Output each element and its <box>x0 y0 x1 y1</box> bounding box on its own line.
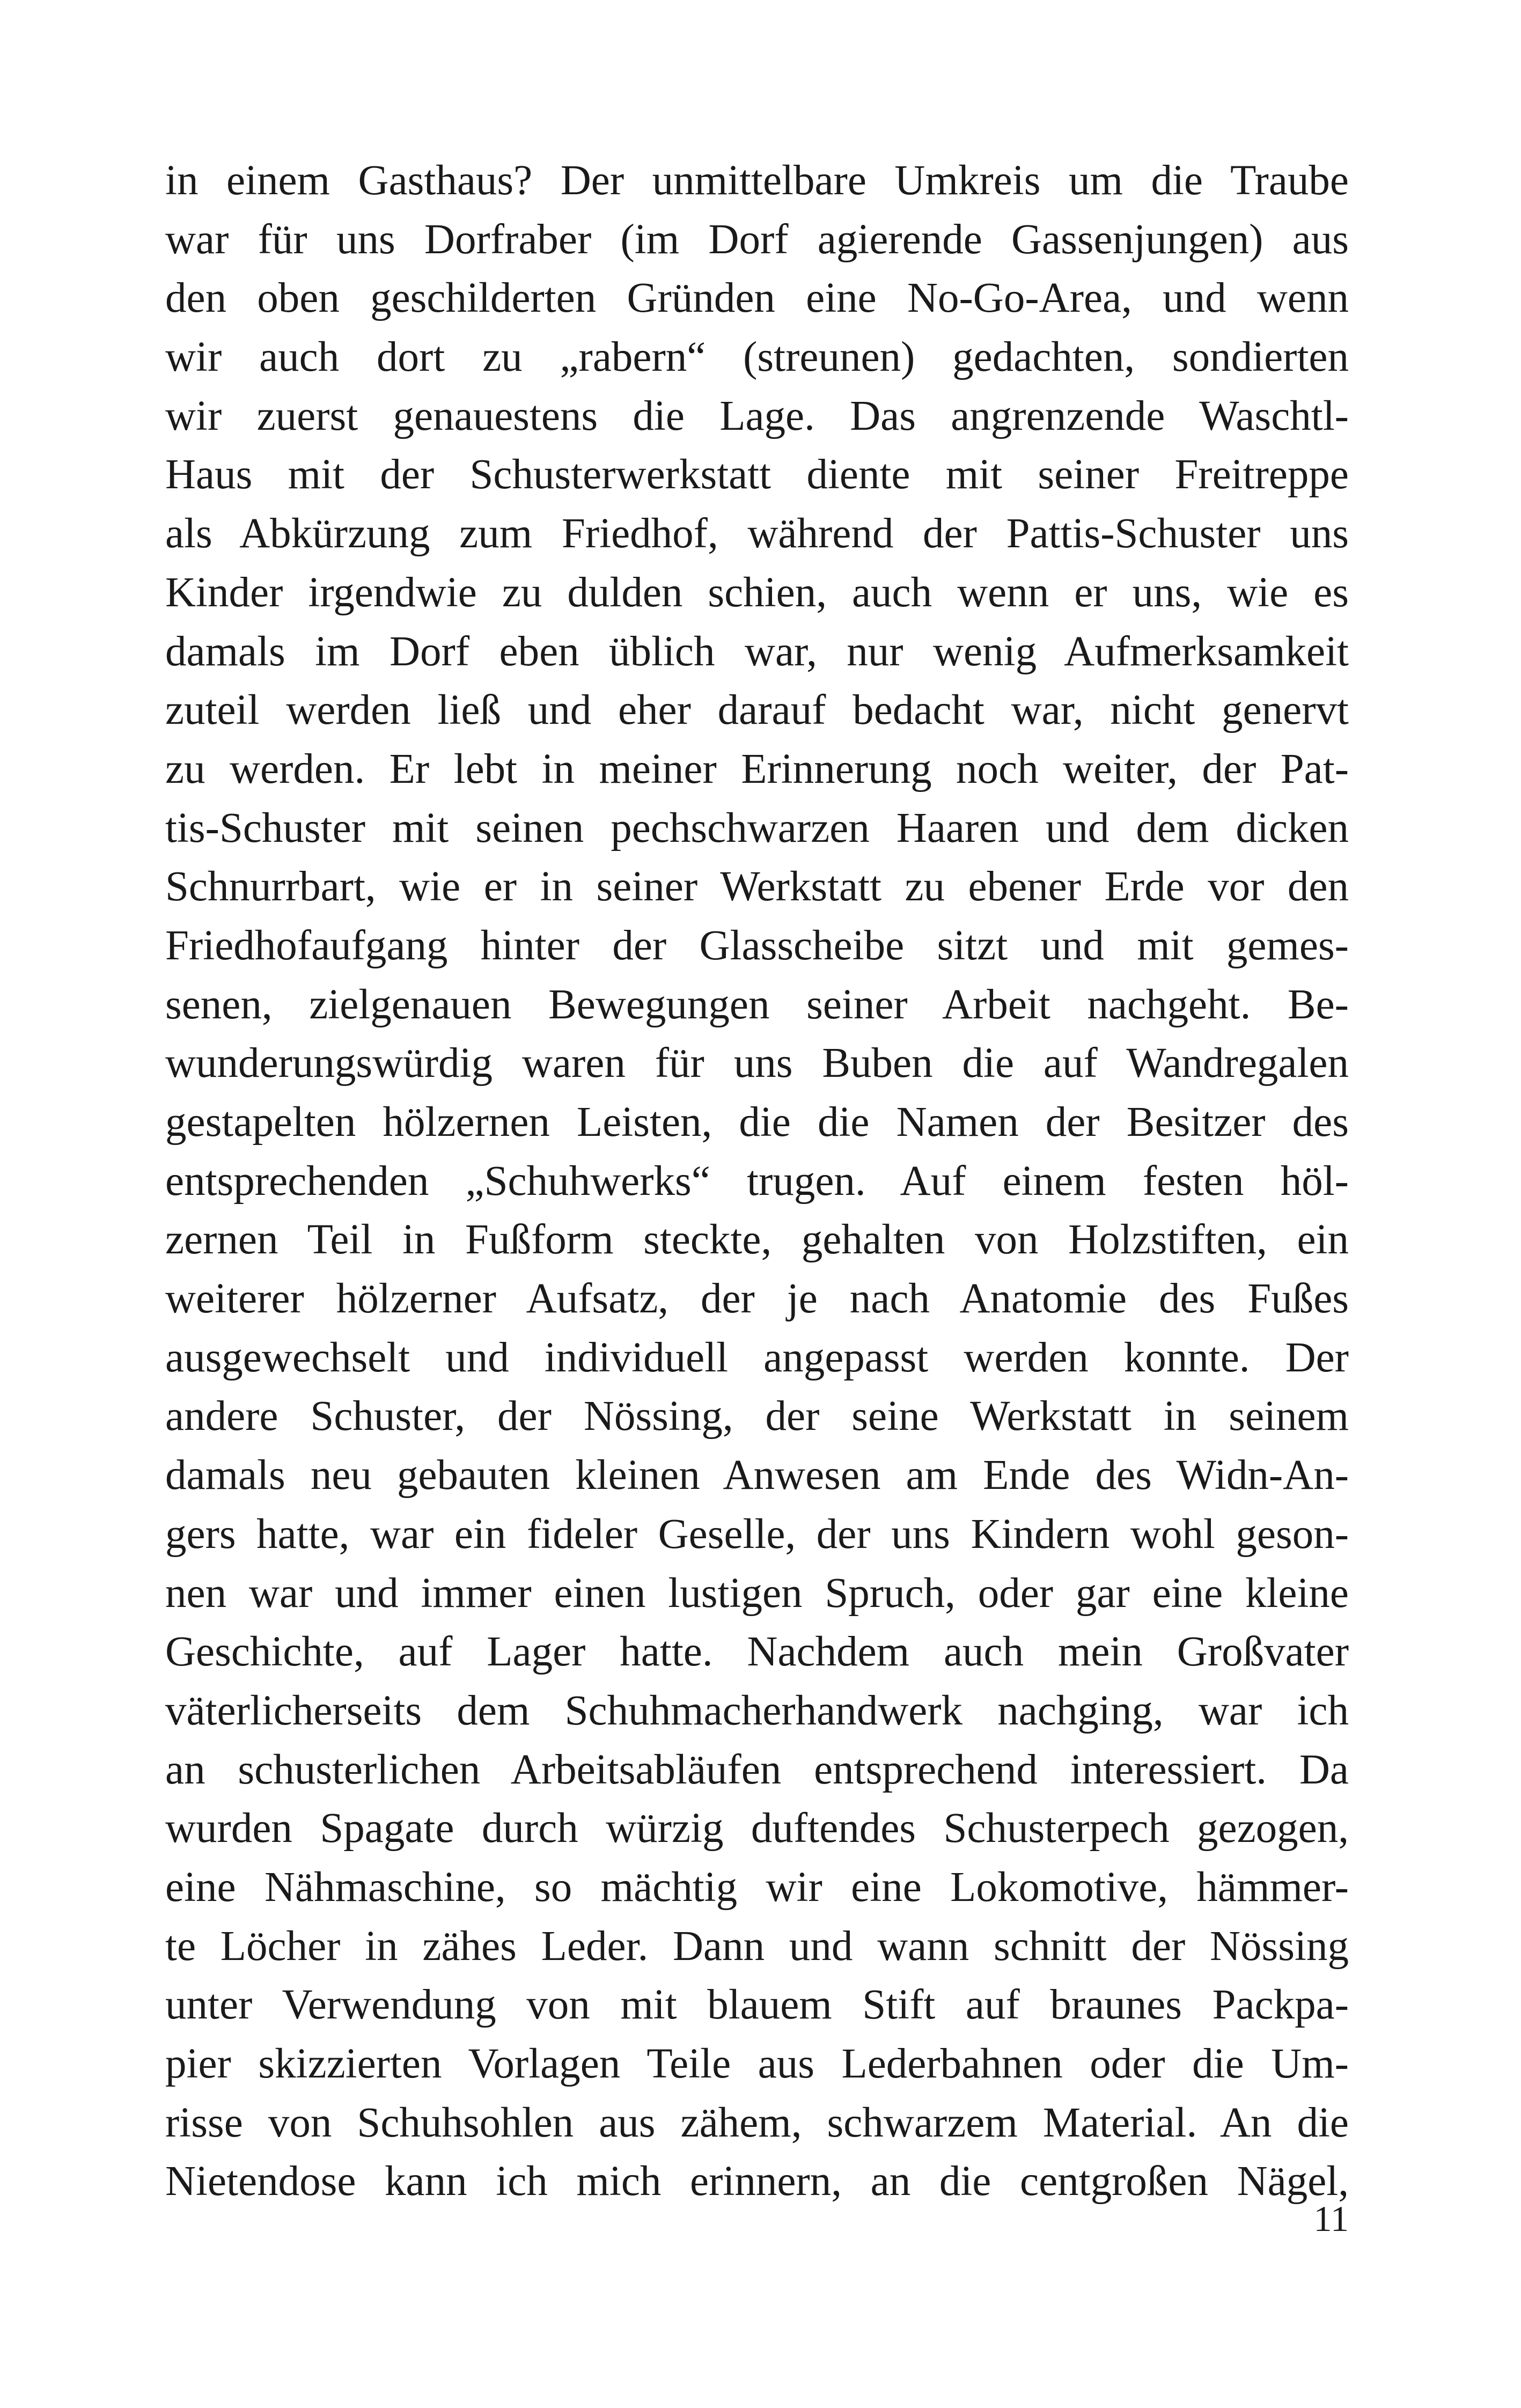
text-line: zernen Teil in Fußform steckte, gehalten von Holzstiften, ein <box>165 1216 1349 1264</box>
text-line: ausgewechselt und individuell angepasst werden konnte. Der <box>165 1334 1349 1381</box>
text-line: zuteil werden ließ und eher darauf bedacht war, nicht genervt <box>165 687 1349 734</box>
text-line: als Abkürzung zum Friedhof, während der Pattis-Schuster uns <box>165 510 1349 557</box>
text-line: wir auch dort zu „rabern“ (streunen) gedachten, sondierten <box>165 334 1349 381</box>
text-line: in einem Gasthaus? Der unmittelbare Umkreis um die Traube <box>165 157 1349 204</box>
text-line: wir zuerst genauestens die Lage. Das angrenzende Waschtl- <box>165 392 1349 439</box>
text-line: Nietendose kann ich mich erinnern, an die centgroßen Nägel, <box>165 2158 1349 2205</box>
text-line: väterlicherseits dem Schuhmacherhandwerk nachging, war ich <box>165 1687 1349 1734</box>
text-line: te Löcher in zähes Leder. Dann und wann schnitt der Nössing <box>165 1922 1349 1970</box>
text-line: nen war und immer einen lustigen Spruch, oder gar eine kleine <box>165 1569 1349 1617</box>
page-number: 11 <box>1313 2198 1349 2239</box>
text-line: Schnurrbart, wie er in seiner Werkstatt zu ebener Erde vor den <box>165 863 1349 911</box>
text-line: eine Nähmaschine, so mächtig wir eine Lokomotive, hämmer- <box>165 1863 1349 1911</box>
text-line: war für uns Dorfraber (im Dorf agierende Gassenjungen) aus <box>165 216 1349 263</box>
text-line: damals neu gebauten kleinen Anwesen am Ende des Widn-An- <box>165 1452 1349 1499</box>
text-line: unter Verwendung von mit blauem Stift auf braunes Packpa- <box>165 1981 1349 2029</box>
body-text <box>165 151 1349 2211</box>
text-line: wurden Spagate durch würzig duftendes Schusterpech gezogen, <box>165 1805 1349 1852</box>
text-line: wunderungswürdig waren für uns Buben die auf Wandregalen <box>165 1040 1349 1087</box>
text-line: Haus mit der Schusterwerkstatt diente mit seiner Freitreppe <box>165 451 1349 498</box>
text-line: risse von Schuhsohlen aus zähem, schwarzem Material. An die <box>165 2099 1349 2146</box>
text-line: zu werden. Er lebt in meiner Erinnerung noch weiter, der Pat- <box>165 745 1349 792</box>
text-line: den oben geschilderten Gründen eine No-Go-Area, und wenn <box>165 275 1349 322</box>
text-line: senen, zielgenauen Bewegungen seiner Arbeit nachgeht. Be- <box>165 981 1349 1028</box>
text-line: an schusterlichen Arbeitsabläufen entsprechend interessiert. Da <box>165 1746 1349 1793</box>
text-line: damals im Dorf eben üblich war, nur wenig Aufmerksamkeit <box>165 628 1349 675</box>
text-line: weiterer hölzerner Aufsatz, der je nach Anatomie des Fußes <box>165 1275 1349 1323</box>
text-line: Friedhofaufgang hinter der Glasscheibe sitzt und mit gemes- <box>165 922 1349 969</box>
text-line: gers hatte, war ein fideler Geselle, der uns Kindern wohl geson- <box>165 1510 1349 1558</box>
text-line: pier skizzierten Vorlagen Teile aus Lederbahnen oder die Um- <box>165 2040 1349 2087</box>
text-line: tis-Schuster mit seinen pechschwarzen Haaren und dem dicken <box>165 804 1349 851</box>
text-line: gestapelten hölzernen Leisten, die die Namen der Besitzer des <box>165 1099 1349 1146</box>
text-line: entsprechenden „Schuhwerks“ trugen. Auf einem festen höl- <box>165 1157 1349 1205</box>
text-line: andere Schuster, der Nössing, der seine Werkstatt in seinem <box>165 1393 1349 1440</box>
text-line: Kinder irgendwie zu dulden schien, auch wenn er uns, wie es <box>165 569 1349 616</box>
text-line: Geschichte, auf Lager hatte. Nachdem auch mein Großvater <box>165 1628 1349 1676</box>
